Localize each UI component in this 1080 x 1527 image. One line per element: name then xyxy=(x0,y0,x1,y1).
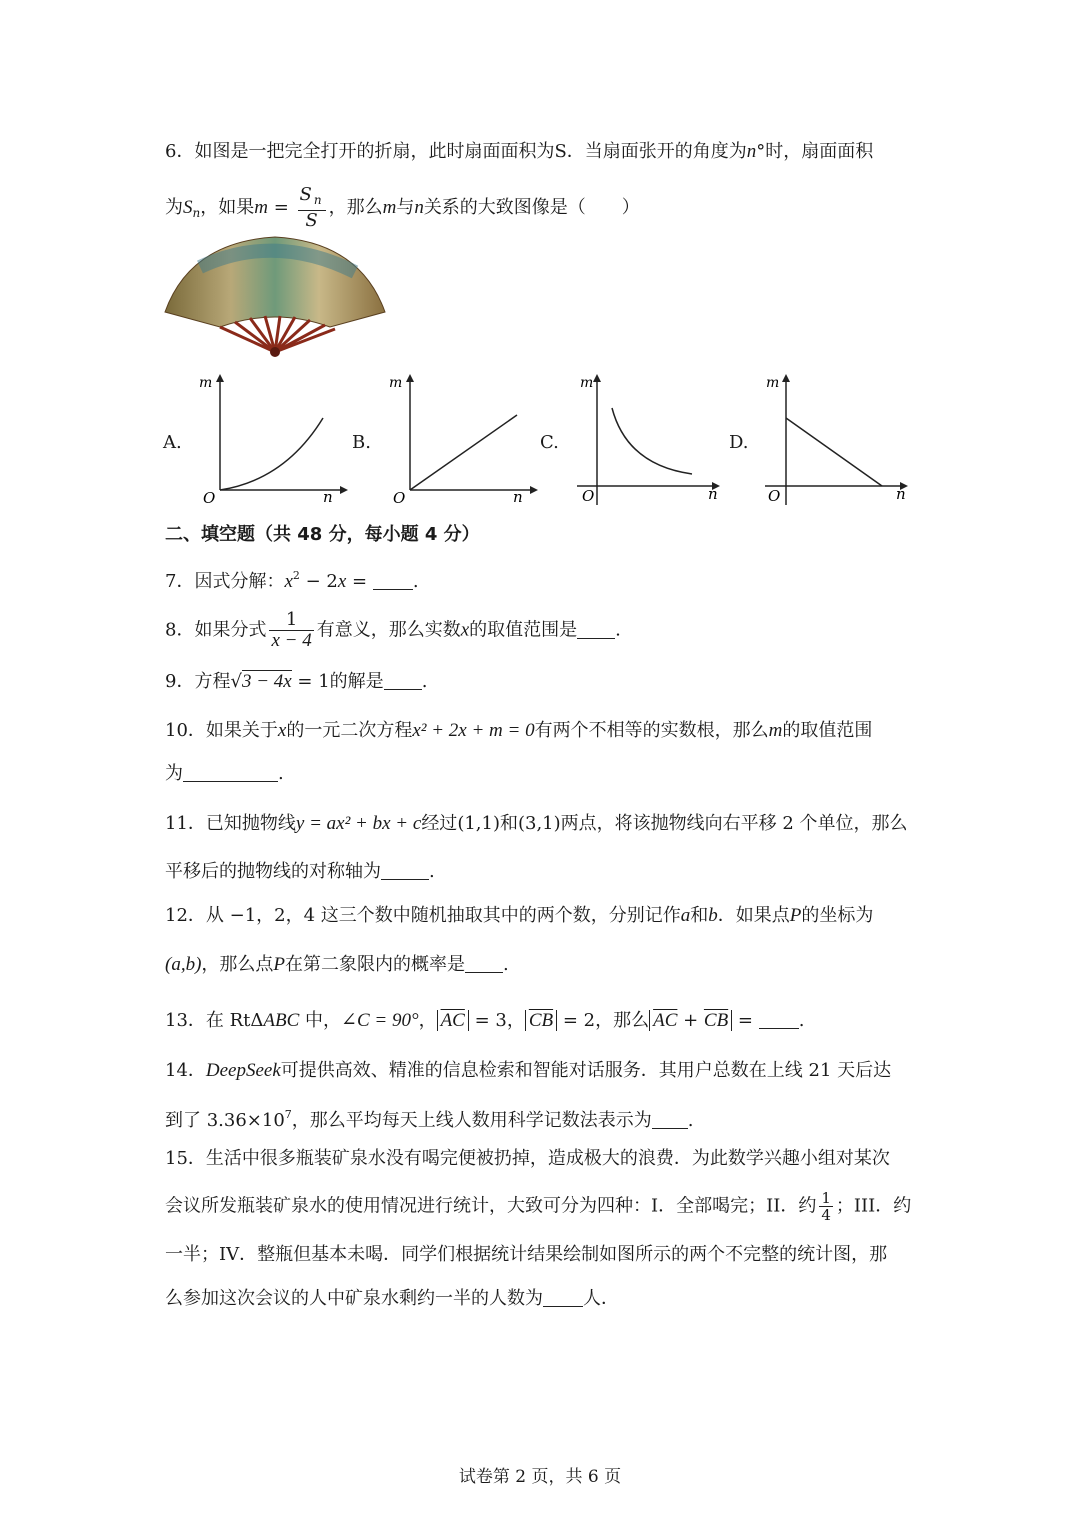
origin-label: O xyxy=(582,487,595,505)
answer-blank[interactable] xyxy=(759,1010,799,1029)
option-d-label: D. xyxy=(729,432,749,453)
graph-b xyxy=(385,370,545,510)
q8-fraction: $\frac{1}{x - 4}$ xyxy=(271,609,312,651)
axis-n: n xyxy=(323,488,333,506)
axis-n: n xyxy=(708,485,718,503)
answer-blank[interactable] xyxy=(543,1288,583,1307)
origin-label: O xyxy=(203,489,216,507)
q15-fraction: $\frac{1}{4}$ xyxy=(821,1189,831,1224)
answer-blank[interactable] xyxy=(373,571,413,590)
q15-line2: 会议所发瓶装矿泉水的使用情况进行统计，大致可分为四种：I．全部喝完；II．约 $\frac{1}{4}$ ；III．约 xyxy=(165,1189,912,1224)
q10-line2: 为 . xyxy=(165,763,284,784)
q8: 8．如果分式 $\frac{1}{x - 4}$ 有意义，那么实数x的取值范围是 . xyxy=(165,609,621,651)
option-a-label: A. xyxy=(163,432,182,453)
q6-line2: 为$S_n$，如果m = $\frac{S _n}{S}$ ，那么m与n关系的大致图像是（ ） xyxy=(165,184,640,231)
q15-line1: 15．生活中很多瓶装矿泉水没有喝完便被扔掉，造成极大的浪费．为此数学兴趣小组对某次 xyxy=(165,1148,890,1169)
axis-n: n xyxy=(513,488,523,506)
answer-blank[interactable] xyxy=(652,1110,688,1129)
q10-line1: 10．如果关于x的一元二次方程x² + 2x + m = 0有两个不相等的实数根，那么m的取值范围 xyxy=(165,720,873,741)
q13: 13．在 RtΔABC 中，∠C = 90°， $\overline{AC} = 3$， $\overline{CB} = 2$，那么 $\overline{AC} + \overline{CB}$ = . xyxy=(165,1010,805,1031)
graph-d xyxy=(760,370,920,510)
q7: 7．因式分解：$x^2 - 2x$ = . xyxy=(165,569,419,592)
q12-line2: (a,b)，那么点P在第二象限内的概率是 . xyxy=(165,954,509,975)
q6-fraction: $\frac{S _n}{S}$ xyxy=(298,185,326,231)
answer-blank[interactable] xyxy=(183,763,278,782)
axis-n: n xyxy=(896,485,906,503)
answer-blank[interactable] xyxy=(384,671,422,690)
answer-blank[interactable] xyxy=(577,620,615,639)
axis-m: m xyxy=(389,375,403,391)
q14-line2: 到了 $3.36\times 10^7$，那么平均每天上线人数用科学记数法表示为 . xyxy=(165,1108,694,1131)
option-b-label: B. xyxy=(352,432,371,453)
q6-line1: 6．如图是一把完全打开的折扇，此时扇面面积为S．当扇面张开的角度为n°时，扇面面积 xyxy=(165,141,874,162)
q9: 9．方程√3 − 4x = 1的解是 . xyxy=(165,671,428,692)
origin-label: O xyxy=(768,487,781,505)
axis-m: m xyxy=(766,375,780,391)
axis-m: m xyxy=(199,375,213,391)
q14-line1: 14．DeepSeek可提供高效、精准的信息检索和智能对话服务．其用户总数在上线 21 天后达 xyxy=(165,1060,892,1081)
option-c-label: C. xyxy=(540,432,559,453)
folding-fan-image xyxy=(160,232,390,367)
q15-line4: 么参加这次会议的人中矿泉水剩约一半的人数为 人． xyxy=(165,1288,619,1309)
graph-a xyxy=(195,370,355,510)
q11-line1: 11．已知抛物线y = ax² + bx + c经过(1,1)和(3,1)两点，将该抛物线向右平移 2 个单位，那么 xyxy=(165,813,908,834)
page-footer: 试卷第 2 页，共 6 页 xyxy=(458,1467,622,1487)
section-title: 二、填空题（共 48 分，每小题 4 分） xyxy=(165,524,480,545)
q15-line3: 一半；IV．整瓶但基本未喝．同学们根据统计结果绘制如图所示的两个不完整的统计图，那 xyxy=(165,1244,888,1265)
q11-line2: 平移后的抛物线的对称轴为 . xyxy=(165,861,435,882)
answer-blank[interactable] xyxy=(465,954,503,973)
graph-c xyxy=(572,370,732,510)
axis-m: m xyxy=(580,375,594,391)
answer-blank[interactable] xyxy=(381,861,429,880)
q12-line1: 12．从 −1，2，4 这三个数中随机抽取其中的两个数，分别记作a和b．如果点P的坐标为 xyxy=(165,905,874,926)
origin-label: O xyxy=(393,489,406,507)
